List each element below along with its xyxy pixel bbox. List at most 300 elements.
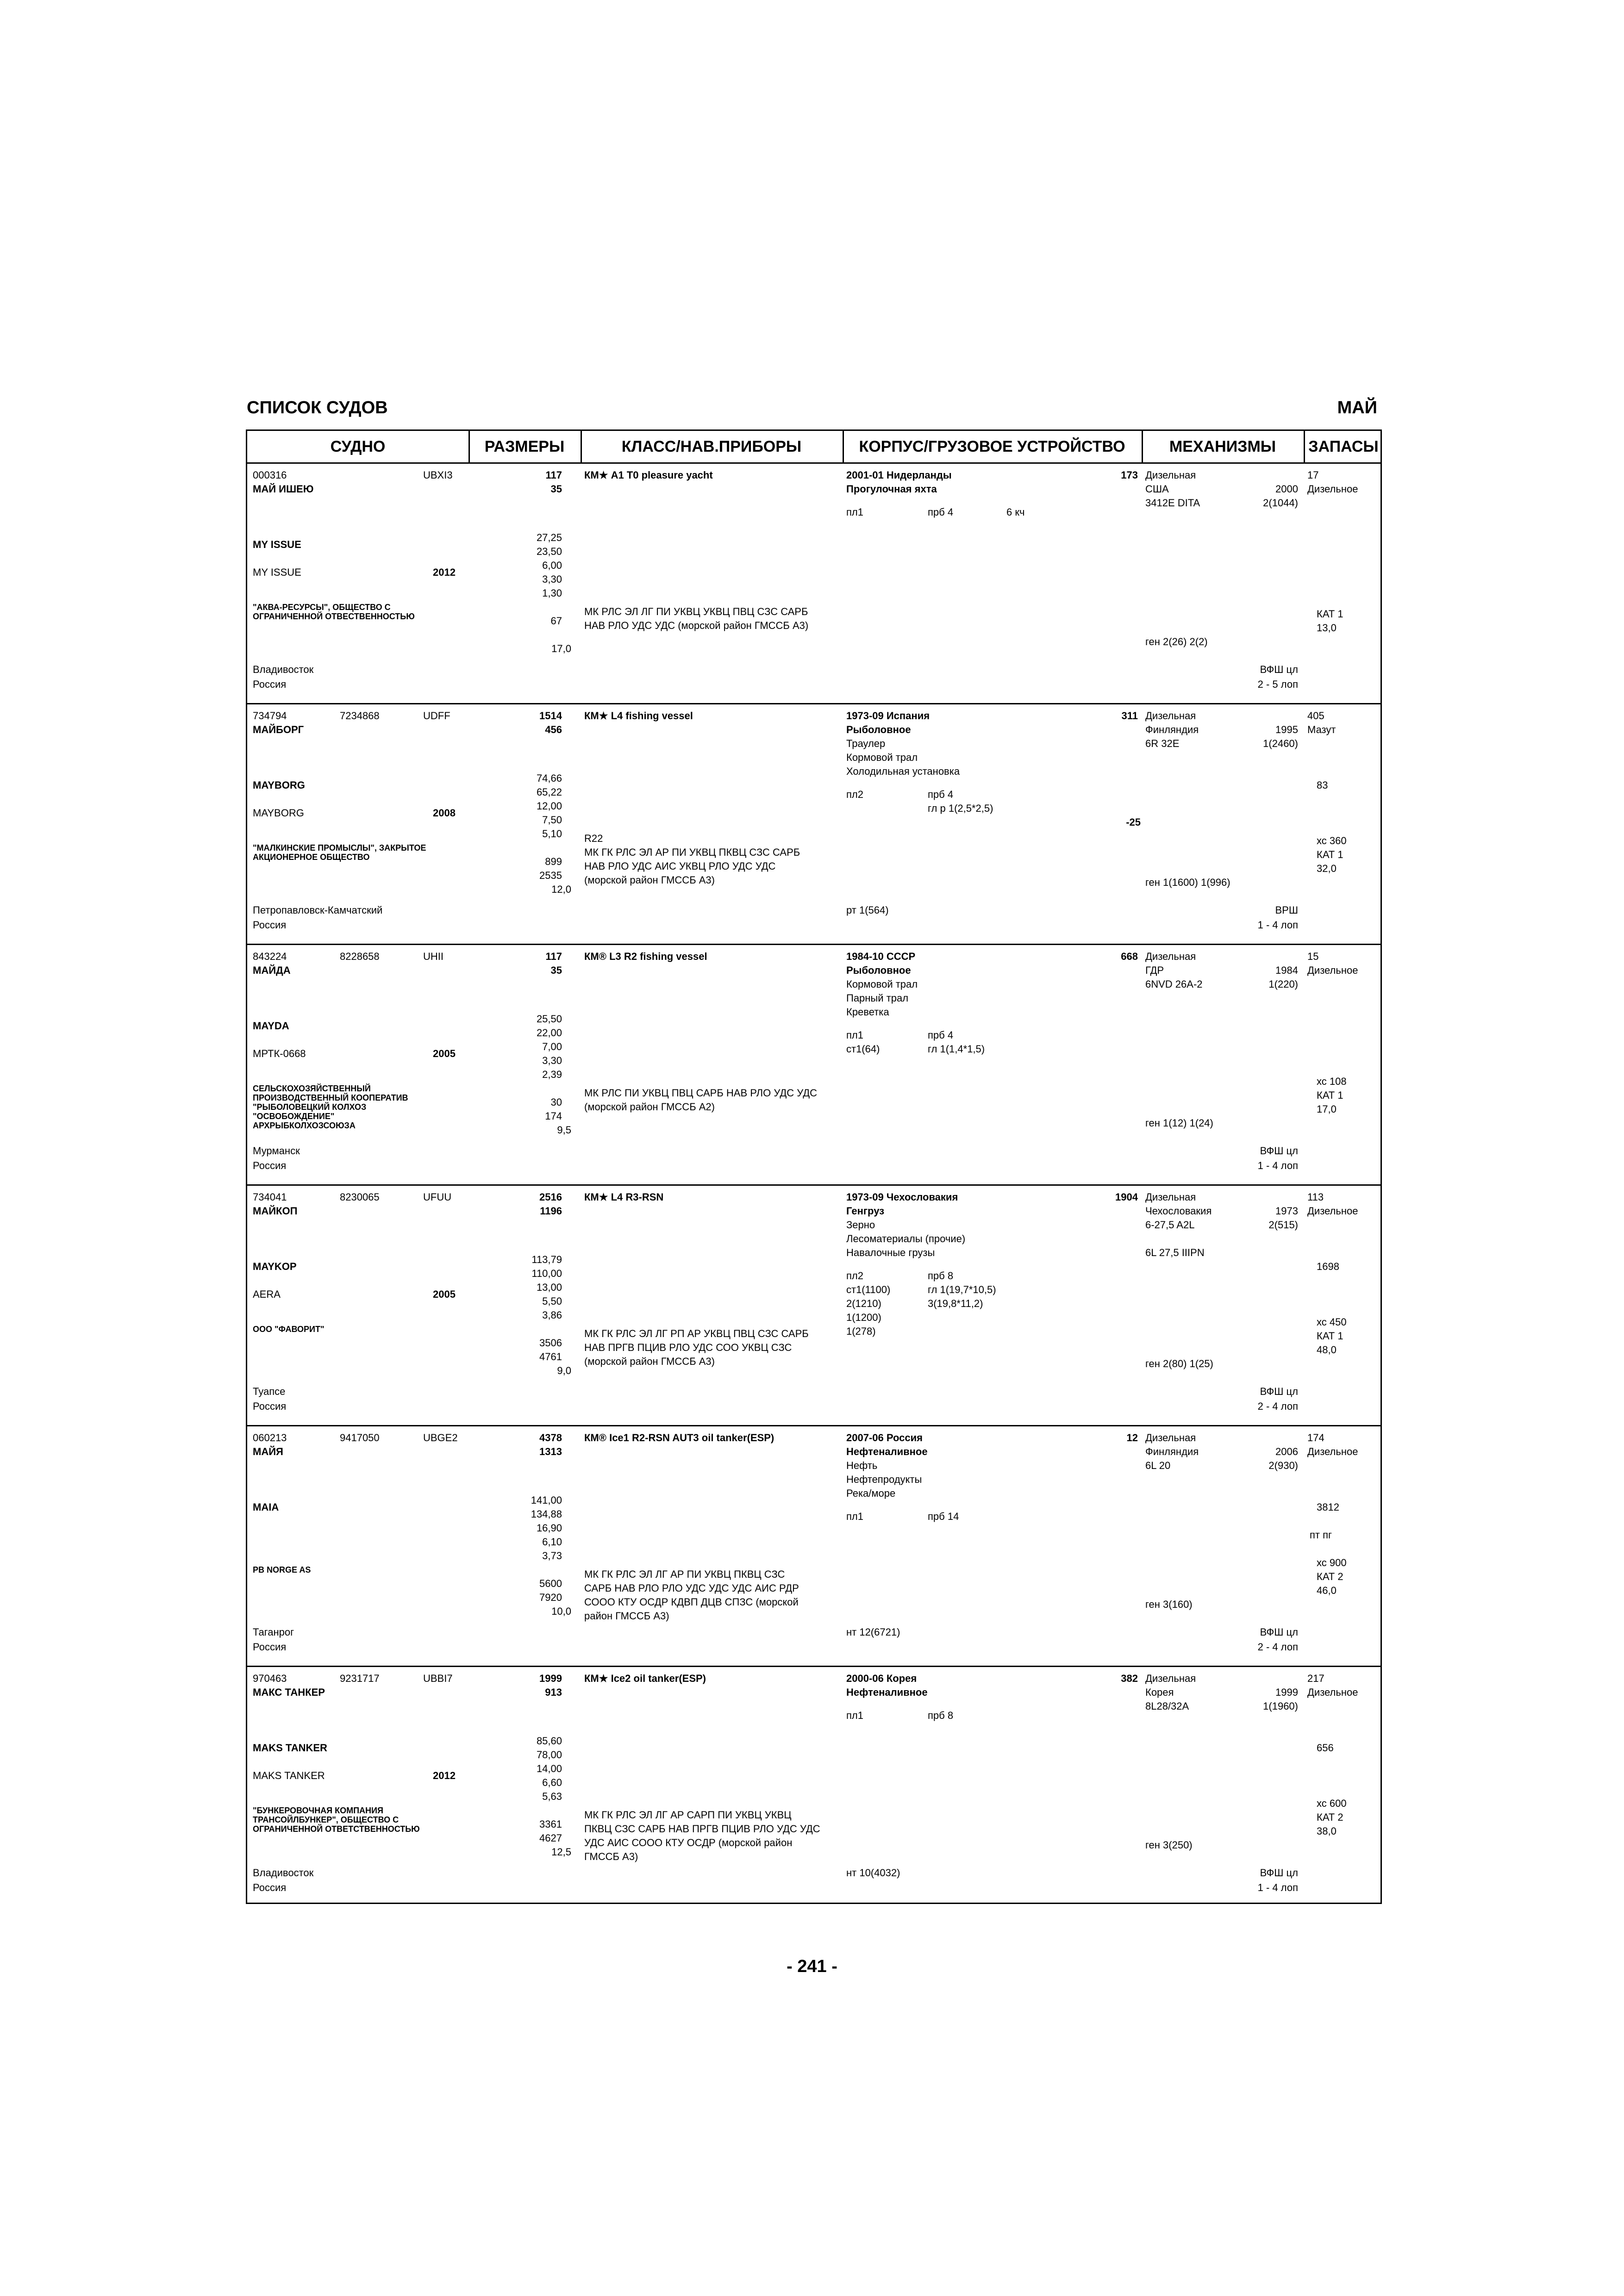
engine-line: Дизельная [1145,951,1196,962]
engine-line: Финляндия [1145,724,1199,735]
column-header-machinery: МЕХАНИЗМЫ [1169,438,1276,455]
engine-aux: 6L 27,5 IIIPN [1145,1247,1205,1258]
category-line: КАТ 1 [1317,608,1343,620]
former-name-year: 2005 [433,1048,456,1059]
propeller-blades: 2 - 4 лоп [1257,1400,1298,1412]
hull-number: 382 [1121,1673,1138,1684]
ship-register-table [246,429,1382,1904]
ship-record [247,704,1380,945]
propeller-type: ВФШ цл [1260,1145,1298,1157]
nav-equipment-line: (морской район ГМССБ A2) [584,1101,715,1113]
fuel-store: Мазут [1307,724,1336,735]
imo-number: 8228658 [340,951,380,962]
hull-number: 311 [1121,710,1138,722]
speed-value: 10,0 [551,1605,571,1617]
nav-equipment-line: УДС АИС СООО КТУ ОСДР (морской район [584,1837,793,1848]
build-date-country: 1973-09 Чехословакия [846,1191,958,1203]
class-notation: КМ★ A1 T0 pleasure yacht [584,469,713,481]
dimension-value: 14,00 [536,1763,562,1774]
hull-type-line: Зерно [846,1219,875,1231]
dimension-value: 2,39 [542,1069,562,1080]
engine-year: 2000 [1275,483,1298,495]
build-date-country: 2000-06 Корея [846,1673,917,1684]
owner-line: ПРОИЗВОДСТВЕННЫЙ КООПЕРАТИВ [253,1093,408,1102]
engine-line: Чехословакия [1145,1205,1212,1217]
gross-tonnage: 1514 [539,710,562,722]
deck-cargo: прб 14 [928,1511,959,1522]
net-tonnage: 1313 [539,1446,562,1457]
capacity-value: 3361 [539,1818,562,1830]
engine-power: 1(1960) [1263,1700,1298,1712]
category-line: хс 360 [1317,835,1347,846]
engine-power: 2(930) [1268,1460,1298,1471]
engine-power: 2(1044) [1263,497,1298,509]
category-line: 46,0 [1317,1585,1337,1596]
owner-line: "БУНКЕРОВОЧНАЯ КОМПАНИЯ [253,1806,383,1815]
generators: ген 2(80) 1(25) [1145,1358,1213,1369]
dimension-value: 113,79 [531,1254,562,1265]
dimension-value: 3,30 [542,1055,562,1066]
vessel-name-ru: МАЙ ИШЕЮ [253,483,314,495]
deck-item: пл2 [846,1270,863,1282]
vessel-name-ru: МАЙКОП [253,1205,298,1217]
column-header-dimensions: РАЗМЕРЫ [484,438,565,455]
class-notation: КМ® L3 R2 fishing vessel [584,951,707,962]
fuel-store: Дизельное [1307,1686,1358,1698]
ship-record [247,1186,1380,1426]
deck-cargo: гл р 1(2,5*2,5) [928,803,993,814]
owner-line: АРХРЫБКОЛХОЗСОЮЗА [253,1121,356,1130]
registry-number: 060213 [253,1432,287,1444]
vessel-name-ru: МАЙБОРГ [253,724,304,735]
hull-type-line: Нефтеналивное [846,1446,928,1457]
category-line: КАТ 2 [1317,1571,1343,1582]
nav-equipment-line: СООО КТУ ОСДР КДВП ДЦВ СПЗС (морской [584,1596,799,1608]
call-sign: UFUU [423,1191,452,1203]
propeller-blades: 1 - 4 лоп [1257,919,1298,931]
build-date-country: 2001-01 Нидерланды [846,469,952,481]
fuel-store: 405 [1307,710,1324,722]
dimension-value: 22,00 [536,1027,562,1039]
nav-equipment-line: МК ГК РЛС ЭЛ ЛГ АР САРП ПИ УКВЦ УКВЦ [584,1809,792,1821]
column-header-stores: ЗАПАСЫ [1308,438,1379,455]
deck-item: пл1 [846,1710,863,1721]
tank-capacity: нт 12(6721) [846,1626,900,1638]
former-name: MAYBORG [253,807,304,819]
flag-country: Россия [253,919,287,931]
engine-power: 1(220) [1268,978,1298,990]
deck-cargo: гл 1(19,7*10,5) [928,1284,996,1295]
hull-type-line: Нефть [846,1460,878,1471]
category-line: 13,0 [1317,622,1337,634]
propeller-type: ВРШ [1275,904,1298,916]
dimension-value: 16,90 [536,1522,562,1534]
deck-cargo: прб 8 [928,1710,954,1721]
owner-line: PB NORGE AS [253,1565,311,1574]
propeller-blades: 2 - 5 лоп [1257,678,1298,690]
owner-line: "РЫБОЛОВЕЦКИЙ КОЛХОЗ [253,1102,367,1112]
engine-year: 1995 [1275,724,1298,735]
dimension-value: 85,60 [536,1735,562,1747]
nav-equipment-line: НАВ РЛО УДС УДС (морской район ГМССБ A3) [584,620,809,631]
net-tonnage: 913 [545,1686,562,1698]
category-line: КАТ 2 [1317,1811,1343,1823]
page-title: СПИСОК СУДОВ [247,398,388,417]
hull-type-line: Креветка [846,1006,889,1018]
dimension-value: 78,00 [536,1749,562,1761]
deck-extra: 6 кч [1006,506,1025,518]
category-line: 17,0 [1317,1103,1337,1115]
dimension-value: 1,30 [542,587,562,599]
dimension-value: 134,88 [531,1508,562,1520]
capacity-value: 30 [550,1096,562,1108]
port-of-registry: Туапсе [253,1386,286,1397]
fuel-store: 113 [1307,1191,1324,1203]
fuel-store: 217 [1307,1673,1324,1684]
nav-equipment-line: (морской район ГМССБ A3) [584,1356,715,1367]
call-sign: UBGE2 [423,1432,458,1444]
hull-type-line: Рыболовное [846,964,911,976]
engine-line: 6-27,5 A2L [1145,1219,1195,1231]
speed-value: 9,0 [557,1365,571,1376]
hull-type-line: Парный трал [846,992,909,1004]
former-name-year: 2012 [433,566,456,578]
engine-power: 2(515) [1268,1219,1298,1231]
flag-country: Россия [253,1641,287,1653]
nav-equipment-line: ГМССБ A3) [584,1851,638,1862]
nav-equipment-line: МК РЛС ЭЛ ЛГ ПИ УКВЦ УКВЦ ПВЦ СЗС САРБ [584,606,808,617]
nav-equipment-line: САРБ НАВ РЛО РЛО УДС УДС УДС АИС РДР [584,1582,799,1594]
class-notation: КМ★ L4 fishing vessel [584,710,693,722]
build-date-country: 1973-09 Испания [846,710,930,722]
dimension-value: 5,50 [542,1295,562,1307]
dimension-value: 13,00 [536,1282,562,1293]
hull-type-line: Траулер [846,738,886,749]
engine-year: 2006 [1275,1446,1298,1457]
fuel-capacity: 3812 [1317,1501,1339,1513]
registry-number: 734794 [253,710,287,722]
fuel-type: пт пг [1310,1529,1332,1541]
column-header-vessel: СУДНО [330,438,386,455]
dimension-value: 27,25 [536,532,562,543]
capacity-value: 899 [545,856,562,867]
net-tonnage: 1196 [540,1205,562,1217]
dimension-value: 110,00 [531,1268,562,1279]
hull-number: 173 [1121,469,1138,481]
category-line: хс 108 [1317,1076,1347,1087]
hull-extra: -25 [1126,816,1141,828]
hull-number: 12 [1126,1432,1138,1444]
dimension-value: 141,00 [531,1494,562,1506]
propeller-type: ВФШ цл [1260,1626,1298,1638]
propeller-type: ВФШ цл [1260,1386,1298,1397]
imo-number: 9231717 [340,1673,380,1684]
fuel-store: 17 [1307,469,1319,481]
page-number: - 241 - [787,1957,837,1976]
vessel-name-latin: MAYKOP [253,1261,297,1272]
class-notation: КМ® Ice1 R2-RSN AUT3 oil tanker(ESP) [584,1432,775,1444]
hull-type-line: Холодильная установка [846,765,960,777]
engine-line: Корея [1145,1686,1174,1698]
fuel-store: Дизельное [1307,1205,1358,1217]
vessel-name-latin: MAYDA [253,1020,289,1032]
hull-number: 668 [1121,951,1138,962]
engine-line: 6NVD 26A-2 [1145,978,1203,990]
speed-value: 17,0 [551,643,571,654]
deck-item: 2(1210) [846,1298,881,1309]
deck-item: пл1 [846,1511,863,1522]
deck-cargo: прб 4 [928,789,954,800]
dimension-value: 3,30 [542,573,562,585]
deadweight-value: 4761 [539,1351,562,1363]
former-name-year: 2012 [433,1770,456,1781]
category-line: хс 900 [1317,1557,1347,1568]
registry-number: 734041 [253,1191,287,1203]
engine-year: 1973 [1275,1205,1298,1217]
flag-country: Россия [253,1160,287,1171]
imo-number: 9417050 [340,1432,380,1444]
port-of-registry: Таганрог [253,1626,294,1638]
propeller-type: ВФШ цл [1260,664,1298,675]
fuel-store: Дизельное [1307,964,1358,976]
gross-tonnage: 1999 [539,1673,562,1684]
fuel-store: Дизельное [1307,1446,1358,1457]
deadweight-value: 2535 [539,870,562,881]
gross-tonnage: 117 [545,469,562,481]
category-line: КАТ 1 [1317,1089,1343,1101]
dimension-value: 23,50 [536,546,562,557]
port-of-registry: Владивосток [253,664,314,675]
tank-capacity: рт 1(564) [846,904,889,916]
former-name-year: 2005 [433,1288,456,1300]
class-extra: R22 [584,833,603,844]
build-date-country: 1984-10 СССР [846,951,916,962]
generators: ген 1(1600) 1(996) [1145,877,1230,888]
port-of-registry: Мурманск [253,1145,300,1157]
nav-equipment-line: МК ГК РЛС ЭЛ АР ПИ УКВЦ ПКВЦ СЗС САРБ [584,846,800,858]
owner-line: ТРАНСОЙЛБУНКЕР", ОБЩЕСТВО С [253,1815,399,1824]
net-tonnage: 35 [550,483,562,495]
vessel-name-latin: MAKS TANKER [253,1742,327,1754]
owner-line: "АКВА-РЕСУРСЫ", ОБЩЕСТВО С [253,603,391,612]
dimension-value: 5,63 [542,1791,562,1802]
dimension-value: 6,60 [542,1777,562,1788]
gross-tonnage: 117 [545,951,562,962]
fuel-capacity: 83 [1317,779,1328,791]
deadweight-value: 7920 [539,1592,562,1603]
call-sign: UHII [423,951,443,962]
owner-line: ОГРАНИЧЕННОЙ ОТВЕТСТВЕННОСТЬЮ [253,1824,420,1834]
fuel-store: 174 [1307,1432,1324,1444]
engine-year: 1984 [1275,964,1298,976]
section-letter: МАЙ [1337,398,1377,417]
ship-record [247,464,1380,704]
speed-value: 9,5 [557,1124,571,1136]
engine-line: 6R 32E [1145,738,1180,749]
column-header-row [247,431,1380,464]
deck-cargo: прб 4 [928,506,954,518]
dimension-value: 25,50 [536,1013,562,1025]
port-of-registry: Петропавловск-Камчатский [253,904,383,916]
fuel-capacity: 656 [1317,1742,1334,1754]
nav-equipment-line: ПКВЦ СЗС САРБ НАВ ПРГВ ПЦИВ РЛО УДС УДС [584,1823,820,1835]
engine-line: Дизельная [1145,710,1196,722]
flag-country: Россия [253,678,287,690]
call-sign: UBBI7 [423,1673,453,1684]
port-of-registry: Владивосток [253,1867,314,1879]
vessel-name-latin: MAIA [253,1501,279,1513]
category-line: 38,0 [1317,1825,1337,1837]
deadweight-value: 4627 [539,1832,562,1844]
net-tonnage: 35 [550,964,562,976]
hull-type-line: Навалочные грузы [846,1247,935,1258]
hull-type-line: Нефтепродукты [846,1474,922,1485]
category-line: КАТ 1 [1317,849,1343,860]
capacity-value: 3506 [539,1337,562,1349]
generators: ген 3(250) [1145,1839,1193,1851]
ship-record [247,1426,1380,1667]
dimension-value: 3,86 [542,1309,562,1321]
vessel-name-latin: MAYBORG [253,779,305,791]
category-line: хс 450 [1317,1316,1347,1328]
column-header-class: КЛАСС/НАВ.ПРИБОРЫ [621,438,802,455]
hull-type-line: Лесоматериалы (прочие) [846,1233,966,1244]
registry-number: 000316 [253,469,287,481]
deck-item: ст1(1100) [846,1284,891,1295]
class-notation: КМ★ L4 R3-RSN [584,1191,664,1203]
former-name: MY ISSUE [253,566,301,578]
nav-equipment-line: НАВ ПРГВ ПЦИВ РЛО УДС СОО УКВЦ СЗС [584,1342,792,1353]
dimension-value: 6,10 [542,1536,562,1548]
tank-capacity: нт 10(4032) [846,1867,900,1879]
engine-line: Дизельная [1145,1432,1196,1444]
owner-line: ООО "ФАВОРИТ" [253,1325,325,1334]
deck-item: пл1 [846,1029,863,1041]
owner-line: АКЦИОНЕРНОЕ ОБЩЕСТВО [253,852,370,862]
former-name: МРТК-0668 [253,1048,306,1059]
category-line: КАТ 1 [1317,1330,1343,1342]
propeller-blades: 1 - 4 лоп [1257,1160,1298,1171]
propeller-blades: 2 - 4 лоп [1257,1641,1298,1653]
fuel-store: 15 [1307,951,1319,962]
deck-cargo: прб 8 [928,1270,954,1282]
dimension-value: 3,73 [542,1550,562,1562]
imo-number: 7234868 [340,710,380,722]
engine-line: Дизельная [1145,1191,1196,1203]
category-line: 48,0 [1317,1344,1337,1356]
engine-line: 3412E DITA [1145,497,1200,509]
deck-cargo: гл 1(1,4*1,5) [928,1043,985,1055]
registry-number: 970463 [253,1673,287,1684]
engine-line: США [1145,483,1169,495]
fuel-capacity: 1698 [1317,1261,1339,1272]
engine-line: Дизельная [1145,1673,1196,1684]
category-line: хс 600 [1317,1798,1347,1809]
gross-tonnage: 4378 [539,1432,562,1444]
vessel-name-ru: МАЙЯ [253,1446,283,1457]
flag-country: Россия [253,1400,287,1412]
former-name-year: 2008 [433,807,456,819]
deck-cargo: 3(19,8*11,2) [928,1298,983,1309]
net-tonnage: 456 [545,724,562,735]
engine-power: 1(2460) [1263,738,1298,749]
generators: ген 1(12) 1(24) [1145,1117,1213,1129]
owner-line: ОГРАНИЧЕННОЙ ОТВЕСТВЕННОСТЬЮ [253,612,415,621]
nav-equipment-line: МК РЛС ПИ УКВЦ ПВЦ САРБ НАВ РЛО УДС УДС [584,1087,818,1099]
nav-equipment-line: НАВ РЛО УДС АИС УКВЦ РЛО УДС УДС [584,860,776,872]
deck-item: пл1 [846,506,863,518]
build-date-country: 2007-06 Россия [846,1432,923,1444]
propeller-blades: 1 - 4 лоп [1257,1882,1298,1893]
deck-item: пл2 [846,789,863,800]
former-name: MAKS TANKER [253,1770,325,1781]
engine-line: ГДР [1145,964,1164,976]
dimension-value: 7,00 [542,1041,562,1052]
generators: ген 3(160) [1145,1599,1193,1610]
propeller-type: ВФШ цл [1260,1867,1298,1879]
call-sign: UBXI3 [423,469,453,481]
dimension-value: 12,00 [536,800,562,812]
vessel-name-latin: MY ISSUE [253,539,301,550]
hull-type-line: Прогулочная яхта [846,483,937,495]
dimension-value: 6,00 [542,560,562,571]
nav-equipment-line: (морской район ГМССБ A3) [584,874,715,886]
flag-country: Россия [253,1882,287,1893]
deadweight-value: 174 [545,1110,562,1122]
dimension-value: 7,50 [542,814,562,826]
ship-record [247,945,1380,1186]
column-header-hull: КОРПУС/ГРУЗОВОЕ УСТРОЙСТВО [859,438,1125,455]
deck-item: 1(278) [846,1325,876,1337]
hull-type-line: Кормовой трал [846,752,918,763]
hull-type-line: Кормовой трал [846,978,918,990]
nav-equipment-line: МК ГК РЛС ЭЛ ЛГ АР ПИ УКВЦ ПКВЦ СЗС [584,1568,785,1580]
category-line: 32,0 [1317,863,1337,874]
deck-cargo: прб 4 [928,1029,954,1041]
hull-number: 1904 [1115,1191,1138,1203]
hull-type-line: Нефтеналивное [846,1686,928,1698]
ship-record [247,1667,1380,1908]
capacity-value: 67 [550,615,562,627]
dimension-value: 5,10 [542,828,562,840]
capacity-value: 5600 [539,1578,562,1589]
nav-equipment-line: МК ГК РЛС ЭЛ ЛГ РП АР УКВЦ ПВЦ СЗС САРБ [584,1328,809,1339]
fuel-store: Дизельное [1307,483,1358,495]
nav-equipment-line: район ГМССБ A3) [584,1610,669,1622]
gross-tonnage: 2516 [539,1191,562,1203]
registry-number: 843224 [253,951,287,962]
hull-type-line: Генгруз [846,1205,885,1217]
vessel-name-ru: МАЙДА [253,964,291,976]
owner-line: "ОСВОБОЖДЕНИЕ" [253,1112,335,1121]
imo-number: 8230065 [340,1191,380,1203]
owner-line: "МАЛКИНСКИЕ ПРОМЫСЛЫ", ЗАКРЫТОЕ [253,843,426,852]
deck-item: 1(1200) [846,1312,881,1323]
dimension-value: 74,66 [536,772,562,784]
engine-line: Финляндия [1145,1446,1199,1457]
call-sign: UDFF [423,710,450,722]
deck-item: ст1(64) [846,1043,880,1055]
dimension-value: 65,22 [536,786,562,798]
class-notation: КМ★ Ice2 oil tanker(ESP) [584,1673,706,1684]
engine-line: 8L28/32A [1145,1700,1189,1712]
vessel-name-ru: МАКС ТАНКЕР [253,1686,325,1698]
speed-value: 12,5 [551,1846,571,1858]
former-name: AERA [253,1288,281,1300]
hull-type-line: Река/море [846,1487,896,1499]
speed-value: 12,0 [551,884,571,895]
generators: ген 2(26) 2(2) [1145,636,1208,647]
